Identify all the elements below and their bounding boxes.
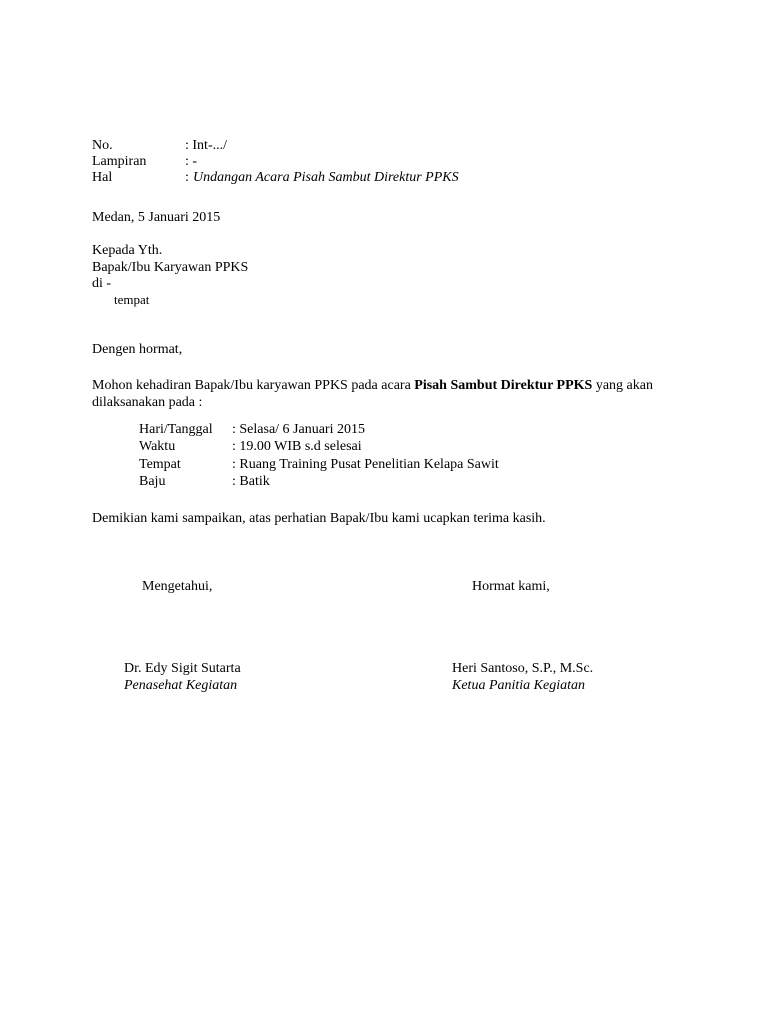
date-line: Medan, 5 Januari 2015	[92, 210, 221, 225]
detail-value: : Batik	[232, 474, 270, 489]
left-signatory-title: Penasehat Kegiatan	[124, 678, 238, 693]
right-signature-heading: Hormat kami,	[472, 579, 550, 594]
detail-label: Hari/Tanggal	[139, 422, 213, 437]
closing-sentence: Demikian kami sampaikan, atas perhatian Bapak/Ibu kami ucapkan terima kasih.	[92, 511, 546, 526]
lampiran-value: : -	[185, 154, 198, 169]
recipient-line-1: Kepada Yth.	[92, 243, 163, 258]
body-intro-before: Mohon kehadiran Bapak/Ibu karyawan PPKS pada acara	[92, 378, 415, 393]
recipient-line-4: tempat	[114, 292, 150, 307]
body-event-name: Pisah Sambut Direktur PPKS	[414, 378, 593, 393]
recipient-line-2: Bapak/Ibu Karyawan PPKS	[92, 260, 249, 275]
body-paragraph	[92, 377, 692, 411]
detail-value: : 19.00 WIB s.d selesai	[232, 439, 362, 454]
no-value: : Int-.../	[185, 138, 227, 153]
right-signatory-title: Ketua Panitia Kegiatan	[452, 678, 585, 693]
recipient-line-3: di -	[92, 276, 112, 291]
detail-label: Tempat	[139, 457, 181, 472]
detail-label: Baju	[139, 474, 166, 489]
no-label: No.	[92, 138, 113, 153]
detail-label: Waktu	[139, 439, 176, 454]
detail-value: : Selasa/ 6 Januari 2015	[232, 422, 365, 437]
greeting: Dengen hormat,	[92, 342, 183, 357]
left-signature-heading: Mengetahui,	[142, 579, 213, 594]
lampiran-label: Lampiran	[92, 154, 147, 169]
left-signatory-name: Dr. Edy Sigit Sutarta	[124, 661, 241, 676]
detail-value: : Ruang Training Pusat Penelitian Kelapa Sawit	[232, 457, 499, 472]
body-intro-after: yang akan dilaksanakan pada :	[92, 378, 653, 410]
hal-label: Hal	[92, 170, 113, 185]
hal-colon: :	[185, 170, 189, 185]
right-signatory-name: Heri Santoso, S.P., M.Sc.	[452, 661, 594, 676]
hal-subject: Undangan Acara Pisah Sambut Direktur PPKS	[193, 170, 459, 185]
